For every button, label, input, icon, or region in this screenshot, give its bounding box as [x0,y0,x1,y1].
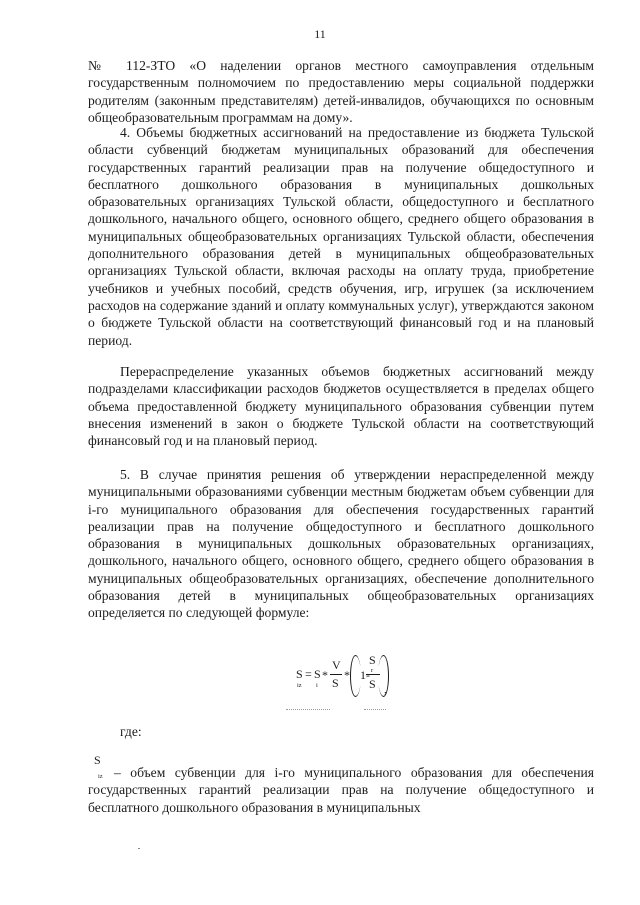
definition-symbol-subscript: iz [98,773,103,780]
paragraph-redistribution [88,363,594,449]
paragraph-text: 4. Объемы бюджетных ассигнований на предоставление из бюджета Тульской области субвенций бюджетам муниципальных образований для обеспечения государственных гарантий реализации прав на получение общедоступного и бесплатного дошкольного образования в муниципальных дошкольных образовательных организациях Тульской области, общедоступного и бесплатного дошкольного, начального общего, основного общего, среднего общего образования в муниципальных общеобразовательных организациях Тульской области, обеспечения дополнительного образования детей в муниципальных общеобразовательных организациях Тульской области, включая расходы на оплату труда, приобретение учебников и учебных пособий, средств обучения, игр, игрушек (за исключением расходов на содержание зданий и оплату коммунальных услуг), утверждаются законом о бюджете Тульской области на соответствующий финансовый год и на плановый период. [88,125,594,348]
where-label: где: [120,724,142,739]
formula-s: S [314,667,321,681]
formula-frac2-numerator-subscript: r [371,667,374,674]
formula-equals: = [305,667,312,681]
paragraph-text: 5. В случае принятия решения об утверждении нераспределенной между муниципальными образованиями субвенции местным бюджетам объем субвенции для i-го муниципального образования для обеспечения государственных гарантий реализации прав на получение общедоступного и бесплатного дошкольного образования в муниципальных дошкольных образовательных организациях, дошкольного, начального общего, основного общего, среднего общего образования в муниципальных общеобразовательных организациях, обеспечение дополнительного образования детей в муниципальных общеобразовательных организациях определяется по следующей формуле: [88,467,594,621]
formula-multiply: * [322,668,328,682]
formula-trailing-comma: , [384,682,387,696]
scan-artifact-line [364,709,386,710]
formula-multiply-2: * [344,668,350,682]
scan-artifact-line [286,709,330,710]
definition-text: – объем субвенции для i-го муниципального образования для обеспечения государственных гарантий реализации прав на получение общедоступного и бесплатного дошкольного образования в муниципальных [88,765,594,815]
formula-lhs: S [296,667,303,681]
formula-left-paren [350,655,361,697]
paragraph-item-5 [88,466,594,622]
paragraph-text: № 112-ЗТО «О наделении органов местного самоуправления отдельным государственным полномочием по предоставлению меры социальной поддержки родителям (законным представителям) детей-инвалидов, обучающихся по основным общеобразовательным программам на дому». [88,58,594,125]
formula-frac1-denominator: S [332,676,339,690]
definition-paragraph [88,764,594,816]
scan-speck [138,848,140,849]
formula-frac2-numerator: S [369,653,376,667]
formula-one-minus: 1- [360,668,370,682]
formula-frac2-bar [366,674,380,675]
paragraph-text: Перераспределение указанных объемов бюджетных ассигнований между подразделами классификации расходов бюджетов осуществляется в пределах общего объема предоставленной бюджету муниципального образования субвенции путем внесения изменений в закон о бюджете Тульской области на соответствующий финансовый год и на плановый период. [88,364,594,449]
formula-frac1-bar [330,674,342,675]
paragraph-item-4 [88,124,594,349]
formula-frac2-denominator: S [369,677,376,691]
page-number: 11 [314,27,326,41]
formula-lhs-subscript: iz [297,682,302,689]
formula-frac1-numerator: V [332,658,341,672]
paragraph-law-reference [88,57,594,126]
definition-symbol: S [94,753,101,767]
formula-s-subscript: i [316,682,318,689]
formula-right-paren [378,655,389,697]
